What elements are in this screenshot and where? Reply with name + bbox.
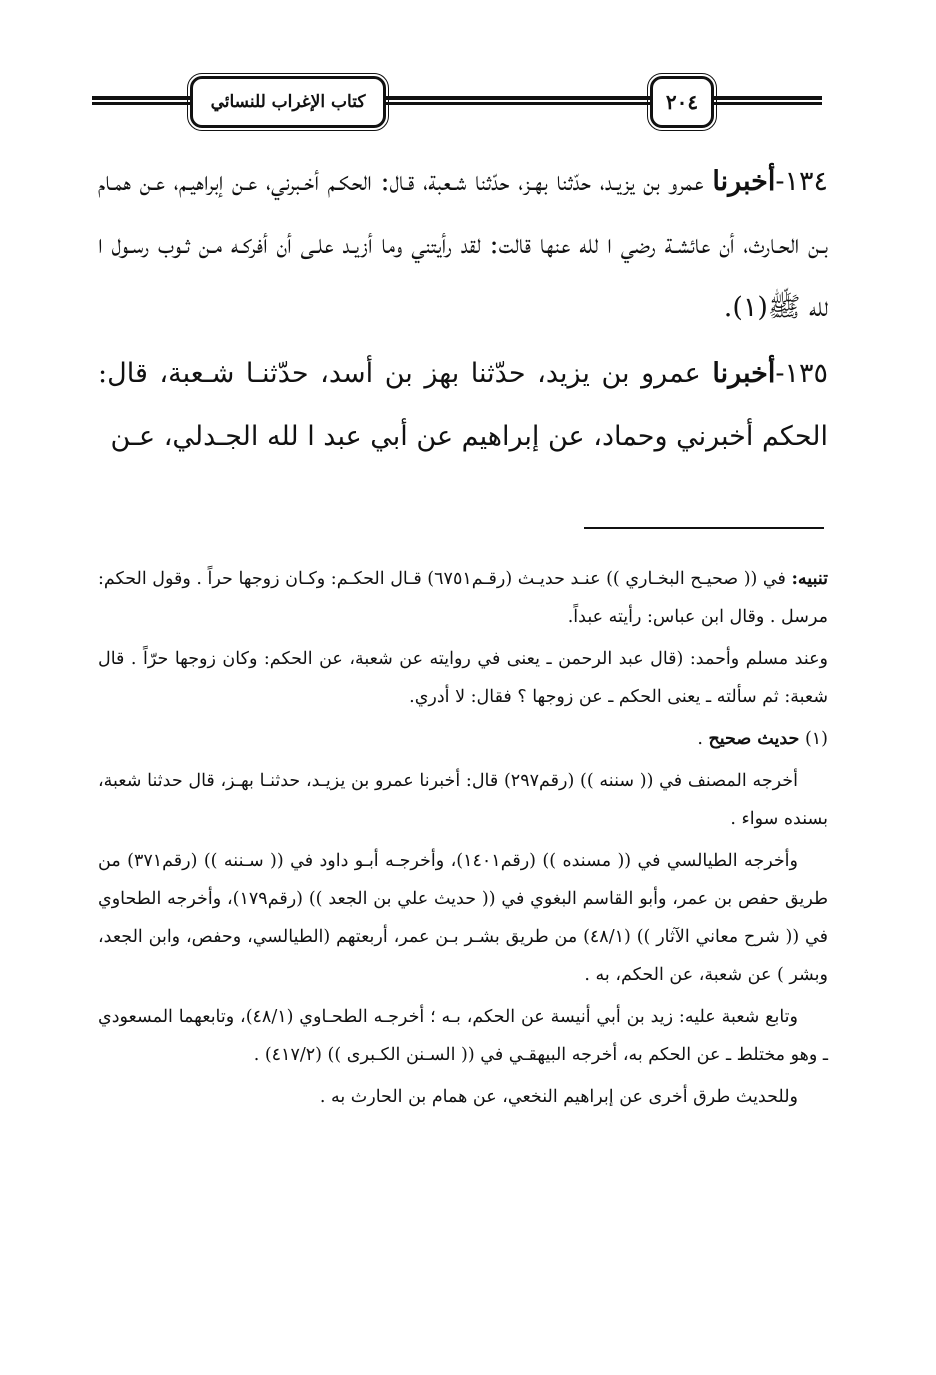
- book-title: كتاب الإغراب للنسائي: [190, 76, 386, 128]
- page-header: [92, 70, 822, 130]
- footnote-paragraph-1: أخرجه المصنف في (( سننه )) (رقم٢٩٧) قال: أخبرنا عمرو بن يزيـد، حدثنـا بهـز، قال حدثنا شعبة، بسنده سواء .: [98, 771, 828, 829]
- tanbih-text: في (( صحيـح البخـاري )) عنـد حديـث (رقـم٦٧٥١) قـال الحكـم: وكـان زوجها حراً . وقول الحكم: مرسل . وقال ابن عباس: رأيته عبداً.: [98, 569, 828, 627]
- page-number: ٢٠٤: [650, 76, 714, 128]
- footnote-separator: [584, 527, 824, 529]
- hadith-135: [98, 342, 828, 468]
- hadith-grade: حديث صحيح: [708, 729, 800, 749]
- hadith-number: ١٣٤-: [775, 166, 828, 197]
- footnote-number: (١): [799, 729, 828, 749]
- footnotes: [98, 560, 828, 1120]
- footnote-1-heading: [98, 720, 828, 758]
- hadith-body: عمرو بن يزيـد، حدّثنا بهـز، حدّثنا شـعبة، قـال: الحكـم أخـبرني، عـن إبراهيـم، عـن همـام بـن الحـارث، أن عائشـة رضي ا لله عنها قالت: لقد رأيتني وما أزيـد علـى أن أفركـه مـن ثـوب رسـول ا لله ﷺ(١).: [98, 166, 828, 323]
- hadith-lead-word: أخبرنا: [712, 358, 776, 389]
- hadith-134: [98, 150, 828, 339]
- hadith-lead-word: أخبرنا: [712, 166, 776, 197]
- tanbih-label: تنبيه:: [791, 569, 829, 589]
- footnote-paragraph-2: وأخرجه الطيالسي في (( مسنده )) (رقم١٤٠١)، وأخرجـه أبـو داود في (( سـننه )) (رقم٣٧١) من طريق حفص بن عمر، وأبو القاسم البغوي في (( حديث علي بن الجعد )) (رقم١٧٩)، وأخرجه الطحاوي في (( شرح معاني الآثار )) (٤٨/١) من طريق بشـر بـن عمر، أربعتهم (الطيالسي، وحفص، وابن الجعد، وبشر ) عن شعبة، عن الحكم، به .: [98, 851, 829, 985]
- tanbih-note-2: وعند مسلم وأحمد: (قال عبد الرحمن ـ يعنى في روايته عن شعبة، عن الحكم: وكان زوجها حرّاً . قال شعبة: ثم سألته ـ يعنى الحكم ـ عن زوجها ؟ فقال: لا أدري.: [98, 649, 828, 707]
- tanbih-note: [98, 560, 828, 636]
- hadith-body: عمرو بن يزيد، حدّثنا بهز بن أسد، حدّثنـا شـعبة، قال: الحكم أخبرني وحماد، عن إبراهيم عن أبي عبد ا لله الجـدلي، عـن: [98, 358, 828, 452]
- footnote-paragraph-4: وللحديث طرق أخرى عن إبراهيم النخعي، عن همام بن الحارث به .: [319, 1087, 798, 1107]
- grade-end: .: [697, 729, 709, 749]
- hadith-number: ١٣٥-: [775, 358, 828, 389]
- hadith-text: [98, 150, 828, 468]
- footnote-paragraph-3: وتابع شعبة عليه: زيد بن أبي أنيسة عن الحكم، بـه ؛ أخرجـه الطحـاوي (٤٨/١)، وتابعهما المسعودي ـ وهو مختلط ـ عن الحكم به، أخرجه البيهقـي في (( السـنن الكـبرى )) (٤١٧/٢) .: [98, 1007, 828, 1065]
